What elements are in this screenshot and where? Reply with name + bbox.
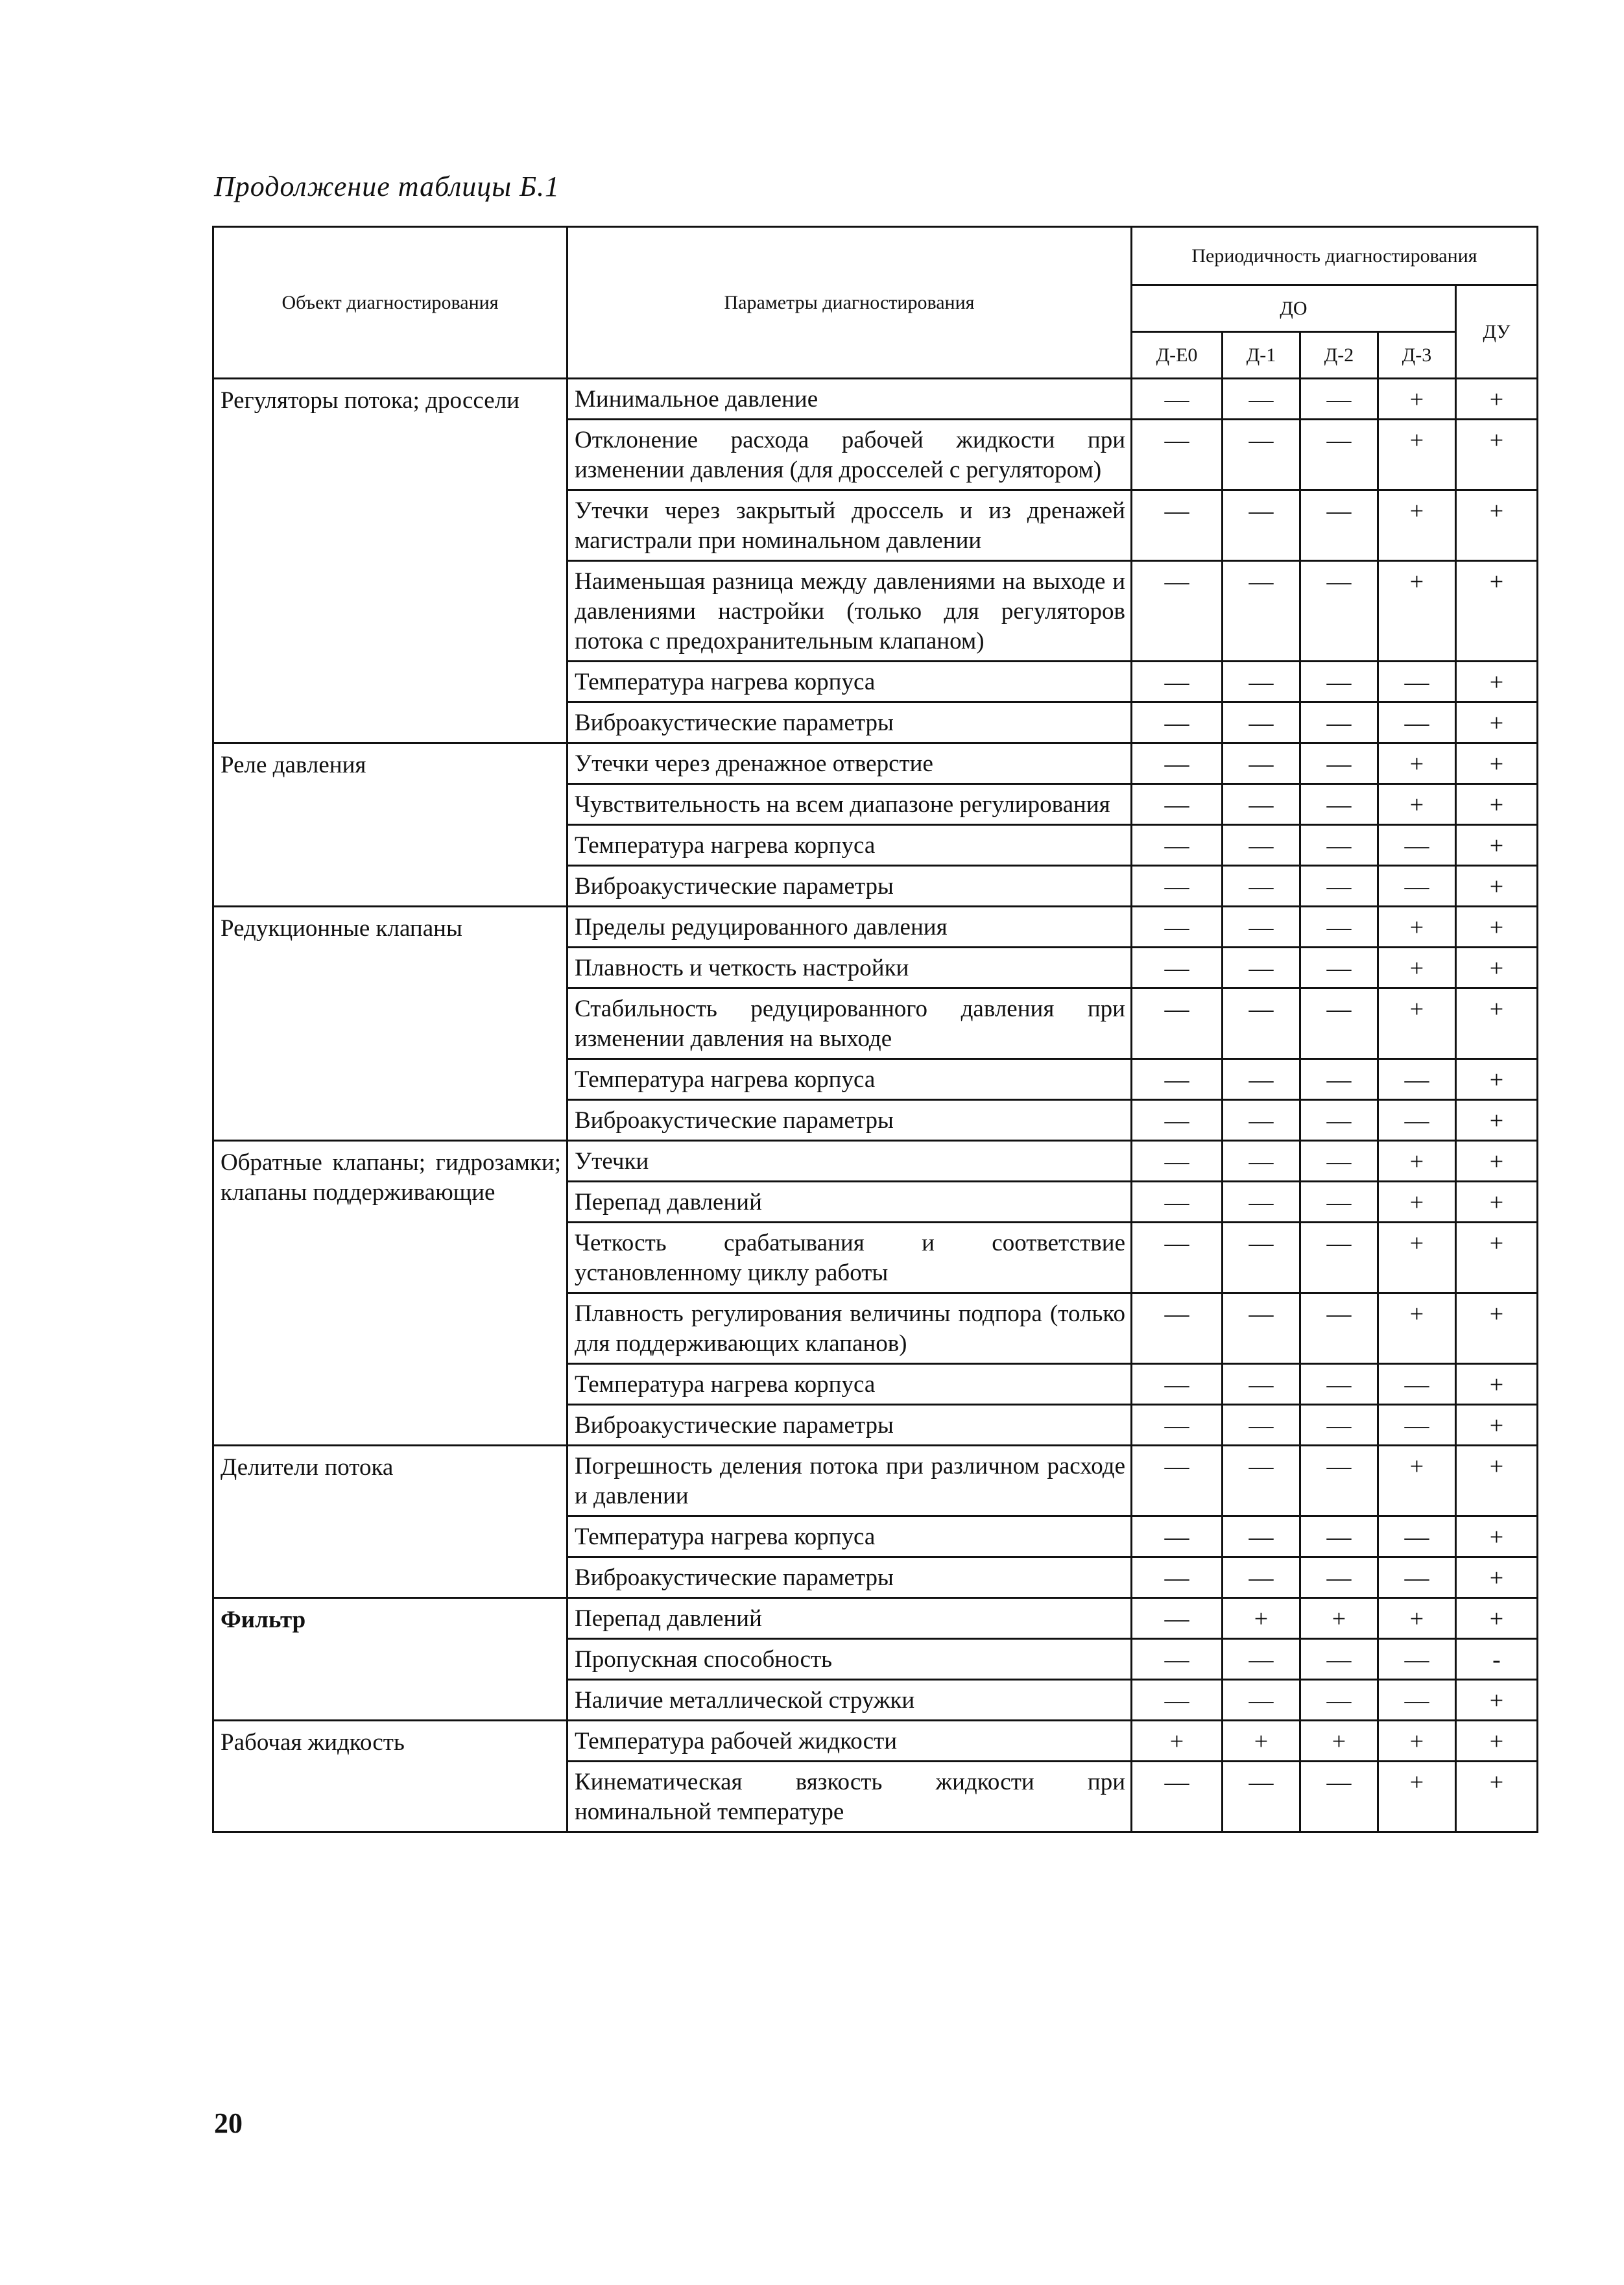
mark-de0: — (1132, 702, 1223, 743)
mark-d2: — (1300, 1639, 1378, 1680)
mark-d2: — (1300, 1516, 1378, 1557)
mark-d3: + (1378, 1762, 1456, 1832)
mark-du: + (1456, 1446, 1538, 1516)
table-row (213, 743, 1538, 784)
mark-d1: — (1223, 825, 1300, 866)
page-number: 20 (214, 2107, 243, 2139)
mark-de0: — (1132, 490, 1223, 561)
header-do: ДО (1132, 285, 1456, 332)
mark-d2: — (1300, 420, 1378, 490)
mark-du: + (1456, 1721, 1538, 1762)
mark-de0: — (1132, 1293, 1223, 1364)
mark-d3: + (1378, 561, 1456, 662)
mark-d3: — (1378, 1059, 1456, 1100)
header-col-d1: Д-1 (1223, 332, 1300, 379)
mark-du: + (1456, 743, 1538, 784)
mark-de0: — (1132, 662, 1223, 702)
mark-d2: — (1300, 1141, 1378, 1182)
mark-du: + (1456, 490, 1538, 561)
mark-de0: — (1132, 561, 1223, 662)
mark-du: + (1456, 1182, 1538, 1223)
mark-de0: — (1132, 1100, 1223, 1141)
mark-d3: + (1378, 743, 1456, 784)
mark-d1: — (1223, 988, 1300, 1059)
mark-d3: + (1378, 907, 1456, 948)
table-row (213, 907, 1538, 948)
mark-d2: — (1300, 662, 1378, 702)
mark-d1: — (1223, 1446, 1300, 1516)
mark-du: + (1456, 1557, 1538, 1598)
mark-du: + (1456, 662, 1538, 702)
mark-de0: — (1132, 1223, 1223, 1293)
mark-d2: — (1300, 490, 1378, 561)
mark-de0: — (1132, 743, 1223, 784)
mark-d2: — (1300, 1100, 1378, 1141)
mark-d2: — (1300, 1293, 1378, 1364)
mark-de0: — (1132, 907, 1223, 948)
parameter-cell: Кинематическая вязкость жидкости при номинальной температуре (567, 1762, 1132, 1832)
mark-du: + (1456, 1405, 1538, 1446)
mark-d1: — (1223, 1100, 1300, 1141)
mark-d3: — (1378, 866, 1456, 907)
mark-de0: — (1132, 784, 1223, 825)
mark-de0: — (1132, 1364, 1223, 1405)
mark-d3: + (1378, 490, 1456, 561)
mark-du: + (1456, 1223, 1538, 1293)
mark-de0: — (1132, 379, 1223, 420)
mark-d1: + (1223, 1598, 1300, 1639)
mark-d3: — (1378, 1364, 1456, 1405)
parameter-cell: Отклонение расхода рабочей жидкости при изменении давления (для дросселей с регулятором) (567, 420, 1132, 490)
mark-d2: — (1300, 743, 1378, 784)
mark-d1: — (1223, 1364, 1300, 1405)
mark-d3: + (1378, 1293, 1456, 1364)
table-row (213, 1141, 1538, 1182)
table-row (213, 1446, 1538, 1516)
mark-d1: — (1223, 1557, 1300, 1598)
mark-d1: — (1223, 1182, 1300, 1223)
mark-d3: — (1378, 1100, 1456, 1141)
mark-du: + (1456, 784, 1538, 825)
mark-de0: — (1132, 1680, 1223, 1721)
mark-de0: + (1132, 1721, 1223, 1762)
mark-du: + (1456, 825, 1538, 866)
mark-du: + (1456, 1293, 1538, 1364)
mark-d2: — (1300, 1182, 1378, 1223)
mark-de0: — (1132, 1598, 1223, 1639)
mark-de0: — (1132, 1141, 1223, 1182)
mark-d2: — (1300, 1059, 1378, 1100)
parameter-cell: Перепад давлений (567, 1598, 1132, 1639)
parameter-cell: Виброакустические параметры (567, 1100, 1132, 1141)
mark-d2: — (1300, 1557, 1378, 1598)
parameter-cell: Утечки через закрытый дроссель и из дренажей магистрали при номинальном давлении (567, 490, 1132, 561)
parameter-cell: Температура нагрева корпуса (567, 1516, 1132, 1557)
mark-d1: — (1223, 1141, 1300, 1182)
mark-d1: — (1223, 379, 1300, 420)
mark-d3: + (1378, 948, 1456, 988)
parameter-cell: Температура нагрева корпуса (567, 662, 1132, 702)
mark-de0: — (1132, 948, 1223, 988)
mark-du: + (1456, 907, 1538, 948)
mark-d3: — (1378, 1516, 1456, 1557)
mark-d3: — (1378, 1680, 1456, 1721)
mark-d1: — (1223, 662, 1300, 702)
mark-du: + (1456, 1516, 1538, 1557)
header-col-d2: Д-2 (1300, 332, 1378, 379)
mark-d1: — (1223, 490, 1300, 561)
mark-de0: — (1132, 420, 1223, 490)
mark-d1: — (1223, 743, 1300, 784)
mark-d3: + (1378, 1141, 1456, 1182)
parameter-cell: Перепад давлений (567, 1182, 1132, 1223)
table-caption: Продолжение таблицы Б.1 (214, 171, 560, 202)
mark-d1: — (1223, 1059, 1300, 1100)
object-cell: Фильтр (213, 1598, 567, 1721)
mark-d2: — (1300, 1762, 1378, 1832)
mark-d3: + (1378, 1598, 1456, 1639)
header-du: ДУ (1456, 285, 1538, 379)
mark-d1: — (1223, 1639, 1300, 1680)
table-row (213, 1721, 1538, 1762)
mark-d1: — (1223, 1293, 1300, 1364)
mark-d3: + (1378, 1446, 1456, 1516)
mark-du: + (1456, 1364, 1538, 1405)
mark-d1: — (1223, 1516, 1300, 1557)
mark-de0: — (1132, 866, 1223, 907)
parameter-cell: Температура нагрева корпуса (567, 1364, 1132, 1405)
parameter-cell: Плавность и четкость настройки (567, 948, 1132, 988)
mark-du: + (1456, 988, 1538, 1059)
parameter-cell: Наименьшая разница между давлениями на выходе и давлениями настройки (только для регуляторов потока с предохранительным клапаном) (567, 561, 1132, 662)
mark-d3: + (1378, 1721, 1456, 1762)
mark-d1: — (1223, 702, 1300, 743)
header-object: Объект диагностирования (213, 227, 567, 379)
mark-d2: — (1300, 1223, 1378, 1293)
mark-d1: + (1223, 1721, 1300, 1762)
mark-d1: — (1223, 907, 1300, 948)
header-params: Параметры диагностирования (567, 227, 1132, 379)
mark-d2: — (1300, 561, 1378, 662)
mark-d2: — (1300, 1446, 1378, 1516)
parameter-cell: Чувствительность на всем диапазоне регулирования (567, 784, 1132, 825)
mark-d3: — (1378, 662, 1456, 702)
header-col-de0: Д-Е0 (1132, 332, 1223, 379)
mark-de0: — (1132, 1557, 1223, 1598)
mark-d2: — (1300, 379, 1378, 420)
mark-de0: — (1132, 1059, 1223, 1100)
mark-d3: + (1378, 1182, 1456, 1223)
mark-d2: — (1300, 702, 1378, 743)
mark-du: + (1456, 702, 1538, 743)
parameter-cell: Пределы редуцированного давления (567, 907, 1132, 948)
mark-d1: — (1223, 1223, 1300, 1293)
table-header (213, 227, 1538, 379)
parameter-cell: Погрешность деления потока при различном расходе и давлении (567, 1446, 1132, 1516)
mark-d1: — (1223, 420, 1300, 490)
parameter-cell: Четкость срабатывания и соответствие установленному циклу работы (567, 1223, 1132, 1293)
mark-du: + (1456, 1059, 1538, 1100)
mark-d3: + (1378, 379, 1456, 420)
mark-d3: — (1378, 1405, 1456, 1446)
mark-d1: — (1223, 784, 1300, 825)
mark-d2: — (1300, 988, 1378, 1059)
diagnostics-table (212, 226, 1538, 1833)
mark-de0: — (1132, 1446, 1223, 1516)
mark-d3: + (1378, 784, 1456, 825)
mark-d2: — (1300, 784, 1378, 825)
mark-d2: — (1300, 825, 1378, 866)
mark-de0: — (1132, 1762, 1223, 1832)
parameter-cell: Температура нагрева корпуса (567, 1059, 1132, 1100)
object-cell: Делители потока (213, 1446, 567, 1598)
mark-d2: + (1300, 1598, 1378, 1639)
parameter-cell: Виброакустические параметры (567, 866, 1132, 907)
mark-d2: — (1300, 907, 1378, 948)
mark-d1: — (1223, 948, 1300, 988)
mark-de0: — (1132, 825, 1223, 866)
mark-de0: — (1132, 1182, 1223, 1223)
mark-du: - (1456, 1639, 1538, 1680)
mark-du: + (1456, 561, 1538, 662)
table-body (213, 379, 1538, 1832)
parameter-cell: Утечки через дренажное отверстие (567, 743, 1132, 784)
parameter-cell: Виброакустические параметры (567, 1557, 1132, 1598)
mark-d2: — (1300, 866, 1378, 907)
parameter-cell: Плавность регулирования величины подпора (только для поддерживающих клапанов) (567, 1293, 1132, 1364)
mark-d1: — (1223, 866, 1300, 907)
mark-d2: — (1300, 948, 1378, 988)
mark-d1: — (1223, 1405, 1300, 1446)
parameter-cell: Утечки (567, 1141, 1132, 1182)
mark-d3: — (1378, 702, 1456, 743)
object-cell: Обратные клапаны; гидрозамки; клапаны поддерживающие (213, 1141, 567, 1446)
mark-d2: + (1300, 1721, 1378, 1762)
mark-de0: — (1132, 1516, 1223, 1557)
mark-de0: — (1132, 1405, 1223, 1446)
header-periodicity: Периодичность диагностирования (1132, 227, 1538, 285)
mark-d2: — (1300, 1364, 1378, 1405)
parameter-cell: Наличие металлической стружки (567, 1680, 1132, 1721)
mark-d3: + (1378, 988, 1456, 1059)
mark-d2: — (1300, 1680, 1378, 1721)
mark-du: + (1456, 1680, 1538, 1721)
mark-du: + (1456, 420, 1538, 490)
parameter-cell: Виброакустические параметры (567, 702, 1132, 743)
parameter-cell: Минимальное давление (567, 379, 1132, 420)
parameter-cell: Температура рабочей жидкости (567, 1721, 1132, 1762)
parameter-cell: Пропускная способность (567, 1639, 1132, 1680)
mark-du: + (1456, 1598, 1538, 1639)
mark-d3: — (1378, 1639, 1456, 1680)
table-row (213, 1598, 1538, 1639)
mark-d2: — (1300, 1405, 1378, 1446)
mark-du: + (1456, 948, 1538, 988)
mark-de0: — (1132, 988, 1223, 1059)
mark-de0: — (1132, 1639, 1223, 1680)
object-cell: Рабочая жидкость (213, 1721, 567, 1832)
object-cell: Регуляторы потока; дроссели (213, 379, 567, 743)
parameter-cell: Виброакустические параметры (567, 1405, 1132, 1446)
mark-du: + (1456, 1762, 1538, 1832)
parameter-cell: Стабильность редуцированного давления при изменении давления на выходе (567, 988, 1132, 1059)
object-cell: Реле давления (213, 743, 567, 907)
mark-du: + (1456, 1100, 1538, 1141)
mark-du: + (1456, 1141, 1538, 1182)
mark-d3: + (1378, 420, 1456, 490)
table-row (213, 379, 1538, 420)
mark-du: + (1456, 866, 1538, 907)
mark-d1: — (1223, 1762, 1300, 1832)
object-cell: Редукционные клапаны (213, 907, 567, 1141)
mark-d3: — (1378, 825, 1456, 866)
mark-d3: + (1378, 1223, 1456, 1293)
mark-d1: — (1223, 1680, 1300, 1721)
mark-d3: — (1378, 1557, 1456, 1598)
mark-d1: — (1223, 561, 1300, 662)
parameter-cell: Температура нагрева корпуса (567, 825, 1132, 866)
header-col-d3: Д-3 (1378, 332, 1456, 379)
mark-du: + (1456, 379, 1538, 420)
